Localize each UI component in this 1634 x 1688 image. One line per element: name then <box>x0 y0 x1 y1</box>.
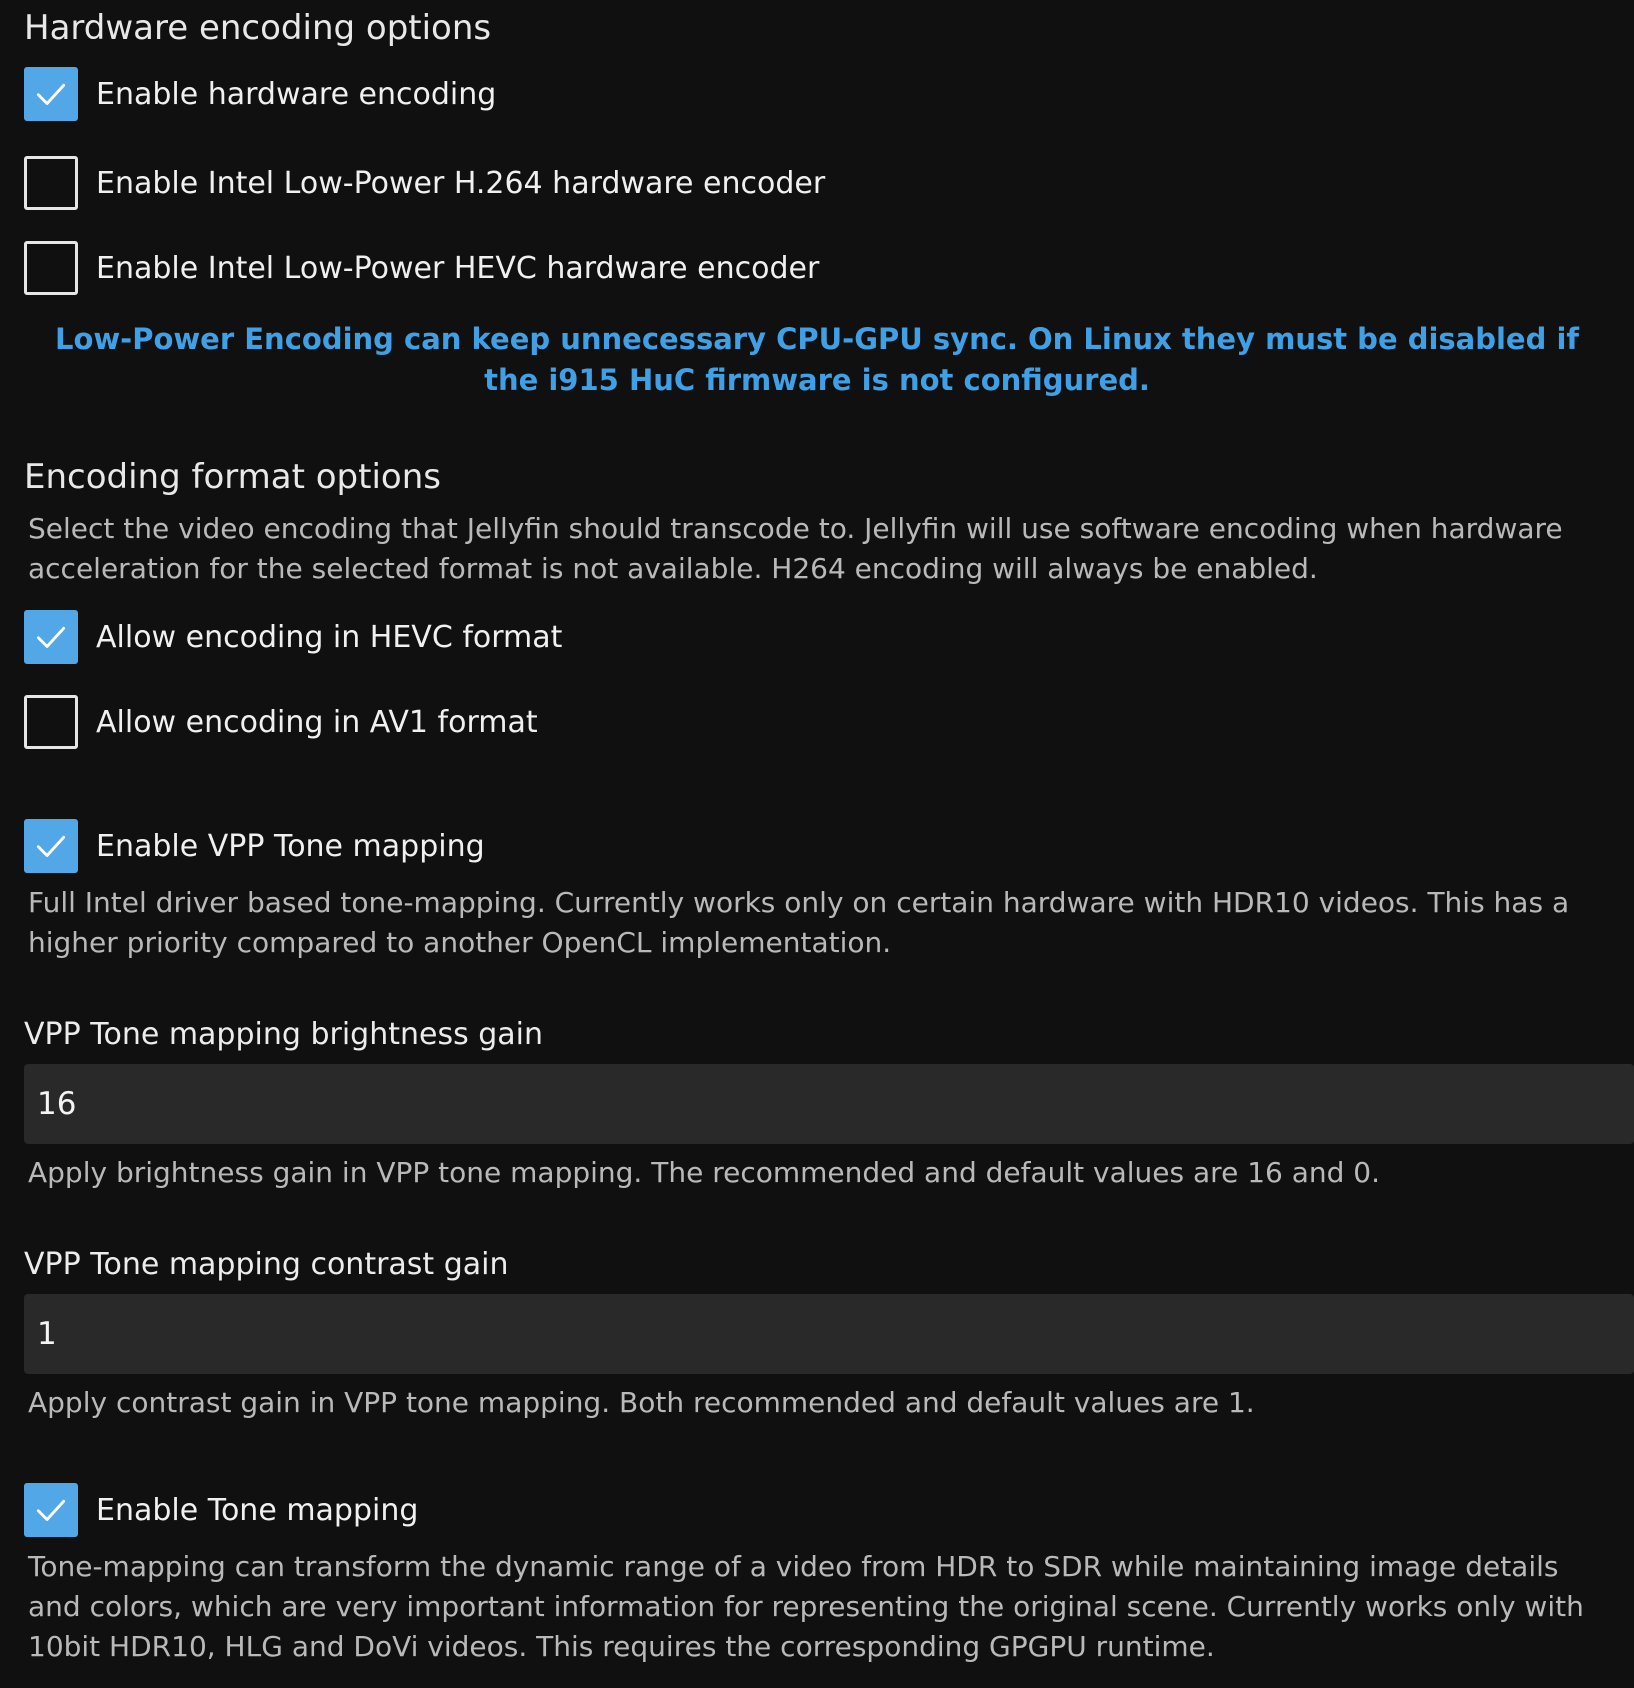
brightness-gain-label: VPP Tone mapping brightness gain <box>24 1017 544 1052</box>
enable-hardware-encoding-checkbox[interactable] <box>24 67 78 121</box>
allow-av1-label: Allow encoding in AV1 format <box>96 704 538 740</box>
enable-lp-hevc-checkbox[interactable] <box>24 241 78 295</box>
tonemapping-description: Tone-mapping can transform the dynamic range of a video from HDR to SDR while maintaining image details and colors, which are very important information for representing the original scene. Currently works only with 10bit HDR10, HLG and DoVi videos. This requires the corresponding GPGPU runtime. <box>28 1550 1584 1663</box>
enable-lp-h264-label: Enable Intel Low-Power H.264 hardware encoder <box>96 165 826 201</box>
vpp-tonemapping-description: Full Intel driver based tone-mapping. Currently works only on certain hardware with HDR10 videos. This has a higher priority compared to another OpenCL implementation. <box>28 886 1570 959</box>
checkmark-icon <box>32 75 70 113</box>
enable-vpp-tonemapping-checkbox[interactable] <box>24 819 78 873</box>
allow-hevc-checkbox[interactable] <box>24 610 78 664</box>
allow-av1-row[interactable] <box>24 694 538 750</box>
enable-tonemapping-label: Enable Tone mapping <box>96 1492 419 1528</box>
enable-hardware-encoding-row[interactable] <box>24 66 496 122</box>
allow-hevc-label: Allow encoding in HEVC format <box>96 619 563 655</box>
encoding-format-description: Select the video encoding that Jellyfin should transcode to. Jellyfin will use software encoding when hardware acceleration for the selected format is not available. H264 encoding will always be enabled. <box>28 512 1563 585</box>
checkmark-icon <box>32 827 70 865</box>
brightness-gain-input[interactable] <box>24 1064 1634 1144</box>
checkmark-icon <box>32 1491 70 1529</box>
contrast-gain-help: Apply contrast gain in VPP tone mapping. Both recommended and default values are 1. <box>28 1386 1255 1419</box>
enable-hardware-encoding-label: Enable hardware encoding <box>96 76 497 112</box>
enable-vpp-tonemapping-row[interactable] <box>24 818 485 874</box>
enable-lp-hevc-label: Enable Intel Low-Power HEVC hardware encoder <box>96 250 820 286</box>
enable-lp-h264-row[interactable] <box>24 155 825 211</box>
allow-av1-checkbox[interactable] <box>24 695 78 749</box>
low-power-notice: Low-Power Encoding can keep unnecessary CPU-GPU sync. On Linux they must be disabled if the i915 HuC firmware is not configured. <box>54 322 1580 397</box>
enable-tonemapping-checkbox[interactable] <box>24 1483 78 1537</box>
hardware-encoding-title: Hardware encoding options <box>24 8 492 48</box>
enable-lp-h264-checkbox[interactable] <box>24 156 78 210</box>
contrast-gain-input[interactable] <box>24 1294 1634 1374</box>
enable-vpp-tonemapping-label: Enable VPP Tone mapping <box>96 828 485 864</box>
allow-hevc-row[interactable] <box>24 609 562 665</box>
enable-tonemapping-row[interactable] <box>24 1482 418 1538</box>
checkmark-icon <box>32 618 70 656</box>
contrast-gain-label: VPP Tone mapping contrast gain <box>24 1247 509 1282</box>
enable-lp-hevc-row[interactable] <box>24 240 819 296</box>
encoding-format-title: Encoding format options <box>24 457 441 497</box>
brightness-gain-help: Apply brightness gain in VPP tone mapping. The recommended and default values are 16 and 0. <box>28 1156 1381 1189</box>
